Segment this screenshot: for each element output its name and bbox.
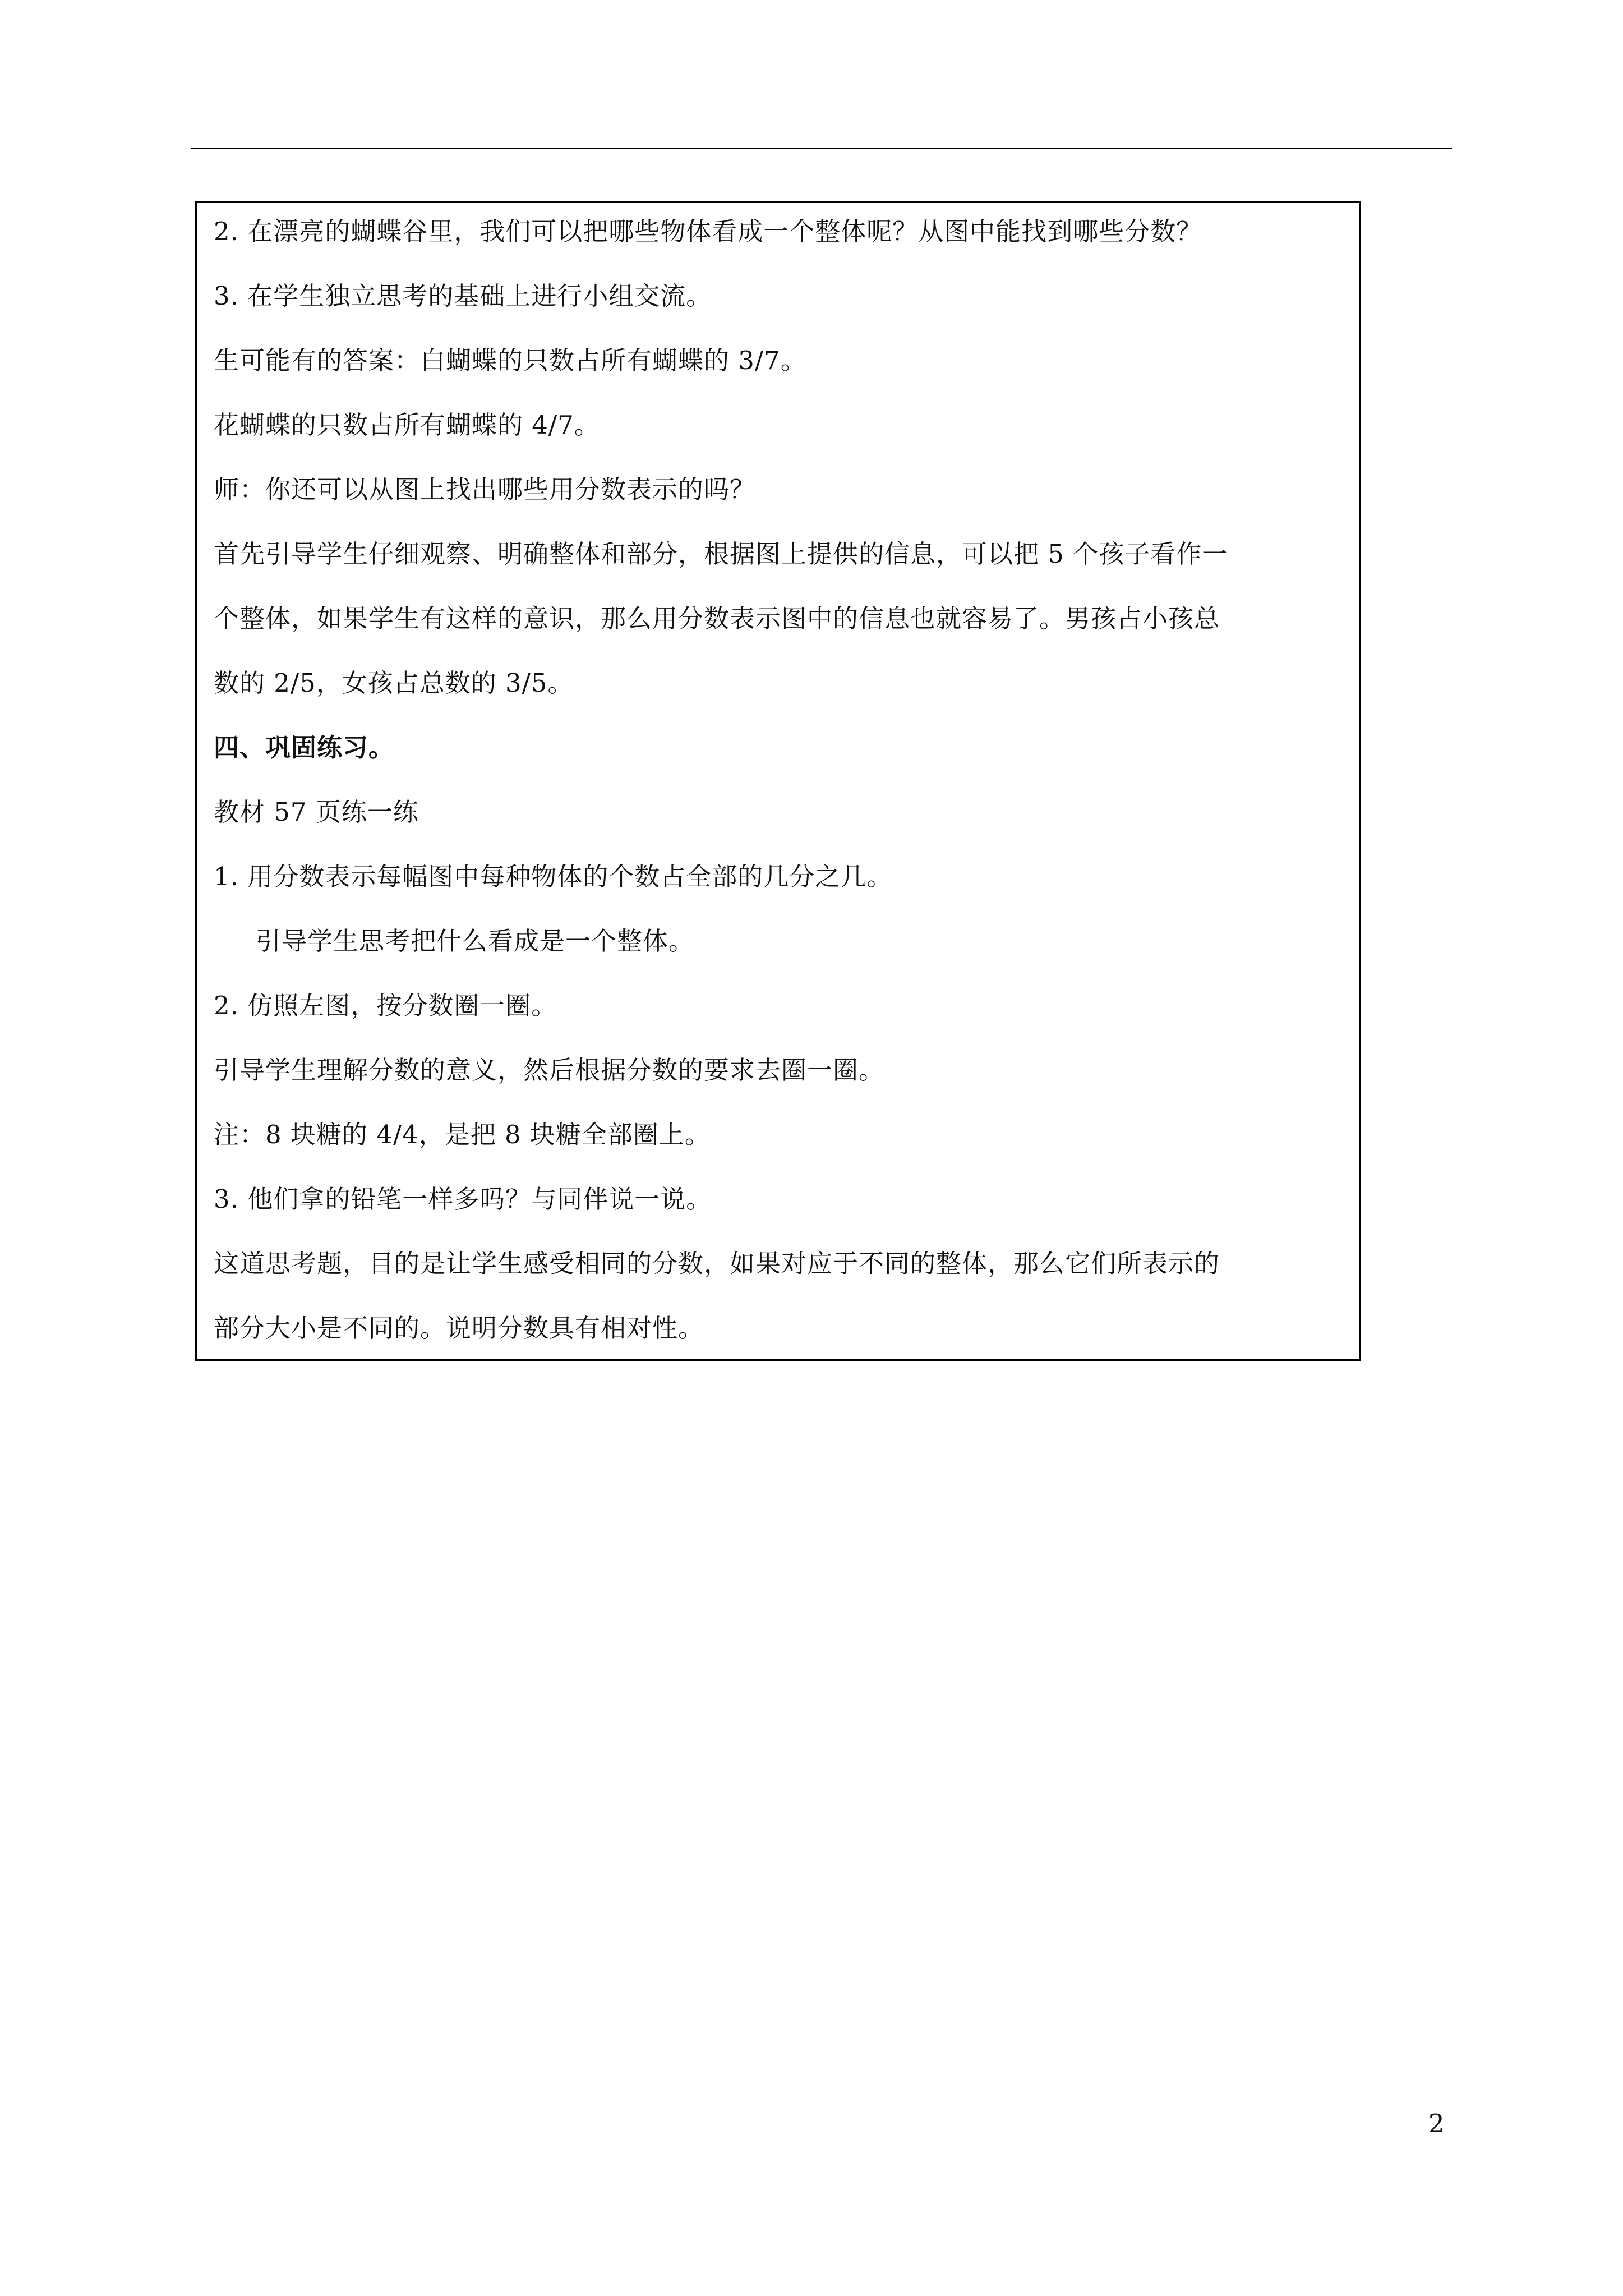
text-line-flower-butterfly-answer: 花蝴蝶的只数占所有蝴蝶的 4/7。 [214,410,600,440]
text-line-exercise-2: 2. 仿照左图，按分数圈一圈。 [214,991,557,1020]
text-line-thinking-question-2: 部分大小是不同的。说明分数具有相对性。 [214,1313,704,1343]
text-line-guidance-2: 个整体，如果学生有这样的意识，那么用分数表示图中的信息也就容易了。男孩占小孩总 [214,604,1220,633]
text-line-exercise-1-guidance: 引导学生思考把什么看成是一个整体。 [256,926,695,956]
text-line-group-discussion: 3. 在学生独立思考的基础上进行小组交流。 [214,281,712,311]
text-line-guidance-1: 首先引导学生仔细观察、明确整体和部分，根据图上提供的信息，可以把 5 个孩子看作一 [214,539,1228,569]
text-line-butterfly-question: 2. 在漂亮的蝴蝶谷里，我们可以把哪些物体看成一个整体呢？从图中能找到哪些分数？ [214,217,1202,246]
text-line-candy-note: 注：8 块糖的 4/4，是把 8 块糖全部圈上。 [214,1120,711,1149]
text-line-textbook-exercise: 教材 57 页练一练 [214,797,419,827]
text-line-exercise-3: 3. 他们拿的铅笔一样多吗？与同伴说一说。 [214,1184,712,1214]
page-number: 2 [1428,2109,1445,2138]
header-rule [191,148,1452,149]
text-line-exercise-2-guidance: 引导学生理解分数的意义，然后根据分数的要求去圈一圈。 [214,1055,885,1085]
text-line-exercise-1: 1. 用分数表示每幅图中每种物体的个数占全部的几分之几。 [214,862,893,891]
section-heading-practice: 四、巩固练习。 [214,733,395,762]
text-line-guidance-3: 数的 2/5，女孩占总数的 3/5。 [214,668,574,698]
text-line-teacher-question: 师：你还可以从图上找出哪些用分数表示的吗？ [214,475,756,504]
text-line-white-butterfly-answer: 生可能有的答案：白蝴蝶的只数占所有蝴蝶的 3/7。 [214,346,806,375]
text-line-thinking-question-1: 这道思考题，目的是让学生感受相同的分数，如果对应于不同的整体，那么它们所表示的 [214,1249,1220,1278]
